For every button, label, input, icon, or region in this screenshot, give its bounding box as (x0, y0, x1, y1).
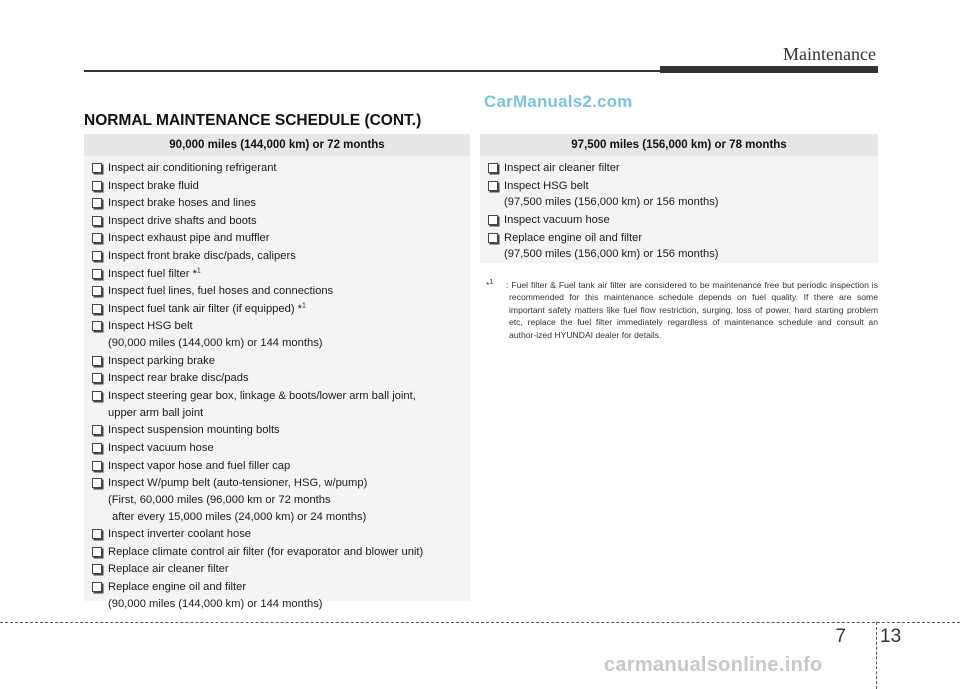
checkbox-icon (488, 163, 498, 173)
list-item: Inspect vacuum hose (488, 212, 878, 229)
item-note: (First, 60,000 miles (96,000 km or 72 months (108, 493, 331, 506)
checkbox-icon (488, 181, 498, 191)
checkbox-icon (92, 356, 102, 366)
page-index: 13 (880, 626, 902, 647)
checkbox-icon (92, 286, 102, 296)
list-item: Inspect parking brake (92, 353, 470, 370)
checkbox-icon (92, 269, 102, 279)
schedule-97500 (480, 134, 878, 263)
schedule-90000 (84, 134, 470, 610)
list-item: Inspect brake hoses and lines (92, 195, 470, 212)
checkbox-icon (92, 564, 102, 574)
schedule-list (84, 156, 470, 613)
list-item: Replace air cleaner filter (92, 561, 470, 578)
checkbox-icon (92, 443, 102, 453)
item-note: upper arm ball joint (108, 406, 204, 419)
footnote (480, 279, 878, 341)
checkbox-icon (92, 373, 102, 383)
list-item: Inspect suspension mounting bolts (92, 422, 470, 439)
list-item: Replace engine oil and filter (97,500 miles (156,000 km) or 156 months) (488, 230, 878, 264)
checkbox-icon (92, 478, 102, 488)
checkbox-icon (92, 304, 102, 314)
list-item: Replace climate control air filter (for evaporator and blower unit) (92, 544, 470, 561)
header-rule (84, 70, 664, 72)
header-rule-bar (660, 66, 878, 73)
checkbox-icon (92, 233, 102, 243)
checkbox-icon (92, 216, 102, 226)
list-item: Inspect air conditioning refrigerant (92, 160, 470, 177)
checkbox-icon (92, 198, 102, 208)
item-note: (90,000 miles (144,000 km) or 144 months) (108, 337, 323, 350)
item-note: after every 15,000 miles (24,000 km) or 24 months) (112, 510, 367, 523)
schedule-heading: 97,500 miles (156,000 km) or 78 months (480, 134, 878, 156)
item-note: (97,500 miles (156,000 km) or 156 months) (504, 196, 719, 209)
chapter-number: 7 (835, 626, 846, 647)
list-item: Inspect brake fluid (92, 178, 470, 195)
checkbox-icon (488, 215, 498, 225)
checkbox-icon (92, 529, 102, 539)
checkbox-icon (92, 181, 102, 191)
list-item: Inspect vacuum hose (92, 440, 470, 457)
list-item: Inspect air cleaner filter (488, 160, 878, 177)
checkbox-icon (92, 582, 102, 592)
checkbox-icon (92, 251, 102, 261)
schedule-heading: 90,000 miles (144,000 km) or 72 months (84, 134, 470, 156)
checkbox-icon (92, 391, 102, 401)
footer-crop-mark (876, 622, 877, 689)
list-item: Inspect HSG belt (97,500 miles (156,000 km) or 156 months) (488, 178, 878, 212)
list-item: Replace engine oil and filter (90,000 miles (144,000 km) or 144 months) (92, 579, 470, 613)
list-item: Inspect W/pump belt (auto-tensioner, HSG, w/pump) (First, 60,000 miles (96,000 km or 72 months after every 15,000 miles (24,000 km) or 24 months) (92, 475, 470, 525)
item-note: (97,500 miles (156,000 km) or 156 months) (504, 248, 719, 261)
checkbox-icon (92, 163, 102, 173)
checkbox-icon (92, 461, 102, 471)
list-item: Inspect vapor hose and fuel filler cap (92, 458, 470, 475)
watermark-top: CarManuals2.com (484, 92, 633, 111)
footnote-ref: 1 (302, 302, 306, 310)
checkbox-icon (92, 425, 102, 435)
list-item: Inspect rear brake disc/pads (92, 370, 470, 387)
list-item: Inspect HSG belt (90,000 miles (144,000 km) or 144 months) (92, 318, 470, 352)
section-title: NORMAL MAINTENANCE SCHEDULE (CONT.) (84, 112, 422, 129)
footnote-ref: 1 (196, 266, 201, 274)
checkbox-icon (488, 233, 498, 243)
list-item: Inspect front brake disc/pads, calipers (92, 248, 470, 265)
footnote-text: : Fuel filter & Fuel tank air filter are considered to be maintenance free but periodic inspection is recommended for this maintenance schedule depends on fuel quality. If there are some important safety matters like fuel flow restriction, surging, loss of power, hard starting problem etc, replace the fuel filter immediately regardless of maintenance schedule and consult an author-ized HYUNDAI dealer for details. (506, 280, 878, 340)
checkbox-icon (92, 321, 102, 331)
list-item: Inspect fuel tank air filter (if equipped) *$^1$ (92, 301, 470, 318)
list-item: Inspect fuel lines, fuel hoses and connections (92, 283, 470, 300)
list-item: Inspect steering gear box, linkage & boots/lower arm ball joint, upper arm ball joint (92, 388, 470, 422)
watermark-bottom: carmanualsonline.info (604, 654, 823, 676)
item-note: (90,000 miles (144,000 km) or 144 months) (108, 597, 323, 610)
footnote-marker: *$^1$ (486, 279, 494, 290)
footer-divider (0, 622, 960, 623)
list-item: Inspect drive shafts and boots (92, 213, 470, 230)
checkbox-icon (92, 547, 102, 557)
list-item: Inspect fuel filter *$^1$ (92, 266, 470, 283)
list-item: Inspect inverter coolant hose (92, 526, 470, 543)
page-header-title: Maintenance (783, 44, 876, 64)
list-item: Inspect exhaust pipe and muffler (92, 230, 470, 247)
schedule-list (480, 156, 878, 263)
